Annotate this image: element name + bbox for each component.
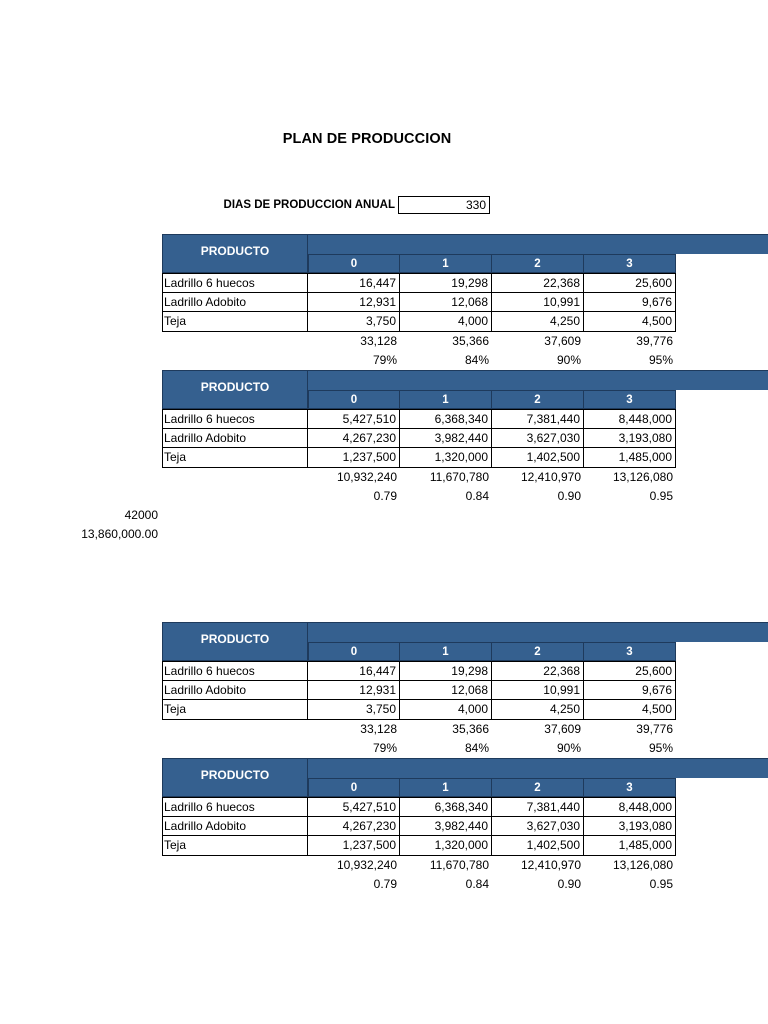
header-col-3: 3 bbox=[584, 642, 676, 661]
total-cell[interactable]: 33,128 bbox=[360, 721, 397, 736]
value-cell[interactable]: 12,068 bbox=[400, 293, 492, 313]
header-col-1: 1 bbox=[400, 254, 492, 273]
loose-value-2[interactable]: 13,860,000.00 bbox=[81, 527, 158, 541]
ratio-row bbox=[162, 739, 768, 759]
ratio-cell[interactable]: 0.84 bbox=[465, 489, 489, 503]
value-cell[interactable]: 10,991 bbox=[492, 681, 584, 701]
value-cell[interactable]: 9,676 bbox=[584, 681, 676, 701]
table-row bbox=[162, 836, 768, 856]
totals-row bbox=[162, 468, 768, 488]
header-col-2: 2 bbox=[492, 778, 584, 797]
value-cell[interactable]: 4,267,230 bbox=[308, 817, 400, 837]
ratio-cell[interactable]: 0.79 bbox=[373, 489, 397, 503]
total-cell[interactable]: 10,932,240 bbox=[336, 469, 397, 484]
table-header bbox=[162, 758, 768, 797]
header-col-1: 1 bbox=[400, 778, 492, 797]
total-cell[interactable]: 33,128 bbox=[360, 333, 397, 348]
row-name-cell[interactable]: Teja bbox=[162, 836, 308, 856]
value-cell[interactable]: 7,381,440 bbox=[492, 409, 584, 429]
ratio-cell[interactable]: 79% bbox=[372, 353, 397, 367]
header-producto: PRODUCTO bbox=[162, 622, 308, 661]
table-row bbox=[162, 312, 768, 332]
value-cell[interactable]: 3,193,080 bbox=[584, 817, 676, 837]
value-cell[interactable]: 19,298 bbox=[400, 661, 492, 681]
total-cell[interactable]: 35,366 bbox=[452, 721, 489, 736]
production-table-4 bbox=[162, 758, 768, 895]
table-row bbox=[162, 817, 768, 837]
totals-row bbox=[162, 856, 768, 876]
value-cell[interactable]: 12,068 bbox=[400, 681, 492, 701]
value-cell[interactable]: 1,485,000 bbox=[584, 836, 676, 856]
table-header bbox=[162, 370, 768, 409]
value-cell[interactable]: 1,402,500 bbox=[492, 448, 584, 468]
ratio-cell[interactable]: 0.84 bbox=[465, 877, 489, 891]
dias-produccion-cell[interactable]: 330 bbox=[398, 196, 490, 214]
value-cell[interactable]: 4,267,230 bbox=[308, 429, 400, 449]
total-cell[interactable]: 10,932,240 bbox=[336, 857, 397, 872]
value-cell[interactable]: 7,381,440 bbox=[492, 797, 584, 817]
header-col-1: 1 bbox=[400, 642, 492, 661]
value-cell[interactable]: 4,500 bbox=[584, 700, 676, 720]
ratio-cell[interactable]: 84% bbox=[464, 353, 489, 367]
header-col-2: 2 bbox=[492, 390, 584, 409]
ratio-row bbox=[162, 875, 768, 895]
value-cell[interactable]: 1,237,500 bbox=[308, 836, 400, 856]
row-name-cell[interactable]: Ladrillo 6 huecos bbox=[162, 797, 308, 817]
totals-row bbox=[162, 332, 768, 352]
value-cell[interactable]: 4,500 bbox=[584, 312, 676, 332]
ratio-row bbox=[162, 487, 768, 507]
value-cell[interactable]: 3,627,030 bbox=[492, 429, 584, 449]
header-band bbox=[308, 622, 768, 642]
value-cell[interactable]: 1,485,000 bbox=[584, 448, 676, 468]
ratio-cell[interactable]: 0.95 bbox=[649, 489, 673, 503]
value-cell[interactable]: 4,000 bbox=[400, 700, 492, 720]
production-table-1 bbox=[162, 234, 768, 371]
table-row bbox=[162, 797, 768, 817]
value-cell[interactable]: 5,427,510 bbox=[308, 409, 400, 429]
header-col-3: 3 bbox=[584, 778, 676, 797]
value-cell[interactable]: 1,402,500 bbox=[492, 836, 584, 856]
row-name-cell[interactable]: Teja bbox=[162, 312, 308, 332]
row-name-cell[interactable]: Teja bbox=[162, 700, 308, 720]
table-header bbox=[162, 622, 768, 661]
total-cell[interactable]: 12,410,970 bbox=[520, 857, 581, 872]
value-cell[interactable]: 3,750 bbox=[308, 312, 400, 332]
header-col-0: 0 bbox=[308, 642, 400, 661]
value-cell[interactable]: 12,931 bbox=[308, 681, 400, 701]
header-col-0: 0 bbox=[308, 778, 400, 797]
value-cell[interactable]: 6,368,340 bbox=[400, 797, 492, 817]
row-name-cell[interactable]: Ladrillo Adobito bbox=[162, 817, 308, 837]
row-name-cell[interactable]: Ladrillo Adobito bbox=[162, 681, 308, 701]
total-cell[interactable]: 37,609 bbox=[544, 721, 581, 736]
loose-value-1[interactable]: 42000 bbox=[124, 508, 158, 522]
value-cell[interactable]: 16,447 bbox=[308, 273, 400, 293]
ratio-cell[interactable]: 95% bbox=[648, 741, 673, 755]
header-col-3: 3 bbox=[584, 254, 676, 273]
total-cell[interactable]: 11,670,780 bbox=[429, 469, 489, 484]
table-row bbox=[162, 429, 768, 449]
row-name-cell[interactable]: Ladrillo Adobito bbox=[162, 429, 308, 449]
header-band bbox=[308, 370, 768, 390]
header-col-2: 2 bbox=[492, 642, 584, 661]
ratio-cell[interactable]: 90% bbox=[556, 741, 581, 755]
row-name-cell[interactable]: Ladrillo 6 huecos bbox=[162, 409, 308, 429]
ratio-cell[interactable]: 0.95 bbox=[649, 877, 673, 891]
value-cell[interactable]: 25,600 bbox=[584, 661, 676, 681]
total-cell[interactable]: 13,126,080 bbox=[612, 857, 673, 872]
totals-row bbox=[162, 720, 768, 740]
ratio-cell[interactable]: 84% bbox=[464, 741, 489, 755]
value-cell[interactable]: 3,750 bbox=[308, 700, 400, 720]
table-row bbox=[162, 409, 768, 429]
table-row bbox=[162, 700, 768, 720]
value-cell[interactable]: 1,320,000 bbox=[400, 448, 492, 468]
table-row bbox=[162, 681, 768, 701]
row-name-cell[interactable]: Ladrillo 6 huecos bbox=[162, 661, 308, 681]
production-table-2 bbox=[162, 370, 768, 507]
total-cell[interactable]: 39,776 bbox=[636, 721, 673, 736]
value-cell[interactable]: 19,298 bbox=[400, 273, 492, 293]
ratio-row bbox=[162, 351, 768, 371]
table-row bbox=[162, 273, 768, 293]
value-cell[interactable]: 9,676 bbox=[584, 293, 676, 313]
header-col-1: 1 bbox=[400, 390, 492, 409]
ratio-cell[interactable]: 0.90 bbox=[557, 489, 581, 503]
header-producto: PRODUCTO bbox=[162, 234, 308, 273]
value-cell[interactable]: 4,000 bbox=[400, 312, 492, 332]
value-cell[interactable]: 25,600 bbox=[584, 273, 676, 293]
ratio-cell[interactable]: 0.79 bbox=[373, 877, 397, 891]
total-cell[interactable]: 37,609 bbox=[544, 333, 581, 348]
value-cell[interactable]: 8,448,000 bbox=[584, 409, 676, 429]
header-producto: PRODUCTO bbox=[162, 370, 308, 409]
production-table-3 bbox=[162, 622, 768, 759]
value-cell[interactable]: 12,931 bbox=[308, 293, 400, 313]
table-row bbox=[162, 293, 768, 313]
row-name-cell[interactable]: Teja bbox=[162, 448, 308, 468]
row-name-cell[interactable]: Ladrillo Adobito bbox=[162, 293, 308, 313]
value-cell[interactable]: 3,982,440 bbox=[400, 817, 492, 837]
total-cell[interactable]: 35,366 bbox=[452, 333, 489, 348]
value-cell[interactable]: 3,982,440 bbox=[400, 429, 492, 449]
value-cell[interactable]: 22,368 bbox=[492, 661, 584, 681]
value-cell[interactable]: 3,193,080 bbox=[584, 429, 676, 449]
ratio-cell[interactable]: 95% bbox=[648, 353, 673, 367]
value-cell[interactable]: 6,368,340 bbox=[400, 409, 492, 429]
value-cell[interactable]: 16,447 bbox=[308, 661, 400, 681]
value-cell[interactable]: 5,427,510 bbox=[308, 797, 400, 817]
total-cell[interactable]: 12,410,970 bbox=[520, 469, 581, 484]
header-col-0: 0 bbox=[308, 390, 400, 409]
header-col-0: 0 bbox=[308, 254, 400, 273]
dias-produccion-label: DIAS DE PRODUCCION ANUAL bbox=[223, 199, 395, 211]
value-cell[interactable]: 1,237,500 bbox=[308, 448, 400, 468]
row-name-cell[interactable]: Ladrillo 6 huecos bbox=[162, 273, 308, 293]
total-cell[interactable]: 11,670,780 bbox=[429, 857, 489, 872]
table-row bbox=[162, 448, 768, 468]
ratio-cell[interactable]: 79% bbox=[372, 741, 397, 755]
total-cell[interactable]: 39,776 bbox=[636, 333, 673, 348]
table-header bbox=[162, 234, 768, 273]
header-producto: PRODUCTO bbox=[162, 758, 308, 797]
ratio-cell[interactable]: 90% bbox=[556, 353, 581, 367]
value-cell[interactable]: 4,250 bbox=[492, 312, 584, 332]
value-cell[interactable]: 3,627,030 bbox=[492, 817, 584, 837]
value-cell[interactable]: 8,448,000 bbox=[584, 797, 676, 817]
header-band bbox=[308, 234, 768, 254]
value-cell[interactable]: 4,250 bbox=[492, 700, 584, 720]
header-col-3: 3 bbox=[584, 390, 676, 409]
total-cell[interactable]: 13,126,080 bbox=[612, 469, 673, 484]
header-col-2: 2 bbox=[492, 254, 584, 273]
value-cell[interactable]: 1,320,000 bbox=[400, 836, 492, 856]
page-title: PLAN DE PRODUCCION bbox=[282, 131, 452, 147]
table-row bbox=[162, 661, 768, 681]
header-band bbox=[308, 758, 768, 778]
value-cell[interactable]: 22,368 bbox=[492, 273, 584, 293]
value-cell[interactable]: 10,991 bbox=[492, 293, 584, 313]
ratio-cell[interactable]: 0.90 bbox=[557, 877, 581, 891]
